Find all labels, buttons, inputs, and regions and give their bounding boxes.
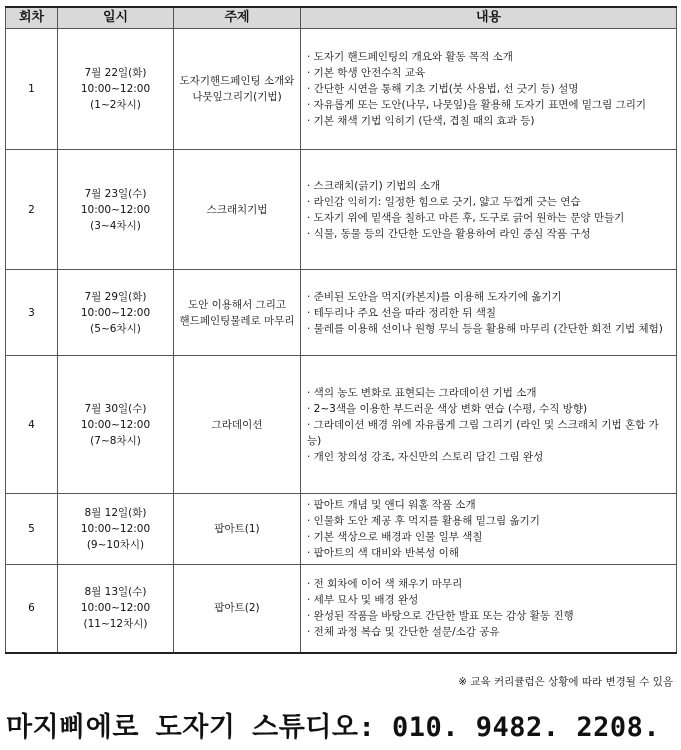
schedule-date: 7월 22일(화) [84, 67, 147, 79]
content-item: · 테두리나 주요 선을 따라 정리한 뒤 색칠 [307, 306, 496, 319]
topic-line: 스크래치기법 [206, 203, 268, 216]
content-item: · 스크래치(긁기) 기법의 소개 [307, 179, 441, 192]
topic-cell [174, 356, 301, 494]
schedule-cell [58, 356, 174, 494]
content-cell [301, 494, 677, 565]
round-cell: 6 [6, 565, 58, 653]
schedule-date: 7월 30일(수) [84, 402, 147, 415]
header-date: 일시 [58, 7, 174, 29]
topic-line: 팝아트(1) [214, 523, 260, 535]
topic-cell [174, 494, 301, 565]
content-item: · 색의 농도 변화로 표현되는 그라데이션 기법 소개 [307, 386, 537, 399]
content-item: · 라인감 익히기: 일정한 힘으로 긋기, 얇고 두껍게 긋는 연습 [307, 195, 581, 208]
table-row [6, 270, 677, 356]
content-cell [301, 356, 677, 494]
schedule-period: (9~10차시) [86, 539, 145, 551]
curriculum-table [5, 6, 677, 654]
schedule-time: 10:00~12:00 [80, 203, 151, 216]
table-row [6, 494, 677, 565]
topic-line: 도자기핸드페인팅 소개와 [179, 75, 295, 87]
content-item: · 간단한 시연을 통해 기초 기법(붓 사용법, 선 긋기 등) 설명 [307, 83, 579, 95]
content-item: · 팝아트의 색 대비와 반복성 이해 [307, 547, 459, 559]
topic-cell [174, 150, 301, 270]
schedule-period: (1~2차시) [90, 99, 141, 111]
content-item: · 준비된 도안을 먹지(카본지)를 이용해 도자기에 옮기기 [307, 290, 562, 303]
content-item: · 완성된 작품을 바탕으로 간단한 발표 또는 감상 활동 진행 [307, 610, 574, 623]
content-item: · 팝아트 개념 및 앤디 워홀 작품 소개 [307, 499, 476, 511]
round-cell: 2 [6, 150, 58, 270]
header-row [6, 7, 677, 29]
topic-line: 그라데이션 [211, 418, 263, 431]
topic-line: 핸드페인팅물레로 마무리 [179, 314, 295, 327]
content-cell [301, 150, 677, 270]
content-item: · 물레를 이용해 선이나 원형 무늬 등을 활용해 마무리 (간단한 회전 기법 체험) [307, 322, 663, 335]
content-item: · 그라데이션 배경 위에 자유롭게 그림 그리기 (라인 및 스크래치 기법 혼합 가능) [307, 418, 659, 447]
content-item: · 기본 채색 기법 익히기 (단색, 겹칠 때의 효과 등) [307, 115, 535, 127]
schedule-cell [58, 29, 174, 150]
content-item: · 기본 학생 안전수칙 교육 [307, 67, 426, 79]
round-cell: 4 [6, 356, 58, 494]
header-topic: 주제 [174, 7, 301, 29]
content-item: · 식물, 동물 등의 간단한 도안을 활용하여 라인 중심 작품 구성 [307, 227, 591, 240]
content-item: · 인물화 도안 제공 후 먹지를 활용해 밑그림 옮기기 [307, 515, 540, 527]
content-cell [301, 29, 677, 150]
content-item: · 전체 과정 복습 및 간단한 설문/소감 공유 [307, 626, 500, 639]
header-content: 내용 [301, 7, 677, 29]
schedule-cell [58, 565, 174, 653]
table-row [6, 356, 677, 494]
schedule-time: 10:00~12:00 [80, 602, 151, 615]
content-cell [301, 565, 677, 653]
schedule-time: 10:00~12:00 [80, 418, 151, 431]
schedule-period: (11~12차시) [83, 618, 148, 631]
schedule-period: (5~6차시) [90, 322, 141, 335]
header-round: 회차 [6, 7, 58, 29]
schedule-cell [58, 494, 174, 565]
content-item: · 기본 색상으로 배경과 인물 일부 색칠 [307, 531, 483, 543]
topic-line: 팝아트(2) [214, 602, 260, 615]
content-item: · 도자기 위에 밑색을 칠하고 마른 후, 도구로 긁어 원하는 문양 만들기 [307, 211, 625, 224]
schedule-period: (3~4차시) [90, 219, 141, 232]
curriculum-note: ※ 교육 커리큘럼은 상황에 따라 변경될 수 있음 [458, 676, 673, 688]
content-item: · 자유롭게 또는 도안(나무, 나뭇잎)을 활용해 도자기 표면에 밑그림 그리기 [307, 99, 647, 111]
schedule-time: 10:00~12:00 [80, 523, 151, 535]
table-row [6, 565, 677, 653]
table-row [6, 150, 677, 270]
round-cell: 5 [6, 494, 58, 565]
schedule-date: 8월 12일(화) [84, 507, 147, 519]
topic-line: 나뭇잎그리기(기법) [192, 91, 282, 103]
topic-cell [174, 29, 301, 150]
schedule-date: 7월 23일(수) [84, 187, 147, 200]
content-item: · 2~3색을 이용한 부드러운 색상 변화 연습 (수평, 수직 방향) [307, 402, 588, 415]
round-cell: 1 [6, 29, 58, 150]
schedule-period: (7~8차시) [90, 434, 141, 447]
table-row [6, 29, 677, 150]
schedule-date: 8월 13일(수) [84, 586, 147, 599]
schedule-cell [58, 270, 174, 356]
schedule-time: 10:00~12:00 [80, 83, 151, 95]
content-item: · 개인 창의성 강조, 자신만의 스토리 담긴 그림 완성 [307, 450, 544, 463]
schedule-time: 10:00~12:00 [80, 306, 151, 319]
content-item: · 전 회차에 이어 색 채우기 마무리 [307, 578, 463, 591]
content-cell [301, 270, 677, 356]
topic-line: 도안 이용해서 그리고 [188, 298, 286, 311]
schedule-cell [58, 150, 174, 270]
content-item: · 세부 묘사 및 배경 완성 [307, 594, 419, 607]
round-cell: 3 [6, 270, 58, 356]
schedule-date: 7월 29일(화) [84, 290, 147, 303]
topic-cell [174, 270, 301, 356]
topic-cell [174, 565, 301, 653]
studio-contact: 마지삐에로 도자기 스튜디오: 010. 9482. 2208. [6, 712, 661, 743]
content-item: · 도자기 핸드페인팅의 개요와 활동 목적 소개 [307, 51, 513, 63]
